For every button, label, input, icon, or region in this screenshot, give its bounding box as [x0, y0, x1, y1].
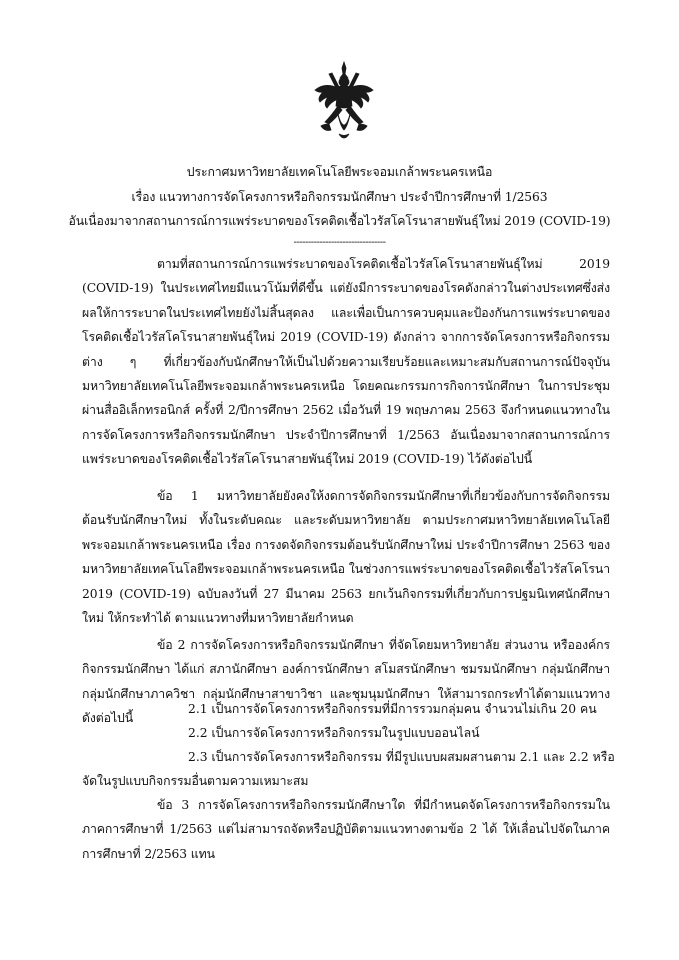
clause-2: ข้อ 2 การจัดโครงการหรือกิจกรรมนักศึกษา ที่จัดโดยมหาวิทยาลัย ส่วนงาน หรือองค์กรกิจกรรมนักศึกษา ได้แก่ สภานักศึกษา องค์การนักศึกษา สโมสรนักศึกษา ชมรมนักศึกษา กลุ่มนักศึกษากลุ่มนักศึกษาภาควิชา กลุ่มนักศึกษาสาขาวิชา และชุมนุมนักศึกษา ให้สามารถกระทำได้ตามแนวทางดังต่อไปนี้: [82, 638, 610, 726]
header-line-1: ประกาศมหาวิทยาลัยเทคโนโลยีพระจอมเกล้าพระนครเหนือ: [186, 165, 493, 179]
item-2-1: 2.1 เป็นการจัดโครงการหรือกิจกรรมที่มีการรวมกลุ่มคน จำนวนไม่เกิน 20 คน: [188, 702, 597, 716]
intro-paragraph: ตามที่สถานการณ์การแพร่ระบาดของโรคติดเชื้อไวรัสโคโรนาสายพันธุ์ใหม่ 2019 (COVID-19) ในประเทศไทยมีแนวโน้มที่ดีขึ้น แต่ยังมีการระบาดของโรคดังกล่าวในต่างประเทศซึ่งส่งผลให้การระบาดในประเทศไทยยังไม่สิ้นสุดลง และเพื่อเป็นการควบคุมและป้องกันการแพร่ระบาดของโรคติดเชื้อไวรัสโคโรนาสายพันธุ์ใหม่ 2019 (COVID-19) ดังกล่าว จากการจัดโครงการหรือกิจกรรมต่าง ๆ ที่เกี่ยวข้องกับนักศึกษาให้เป็นไปด้วยความเรียบร้อยและเหมาะสมกับสถานการณ์ปัจจุบัน มหาวิทยาลัยเทคโนโลยีพระจอมเกล้าพระนครเหนือ โดยคณะกรรมการกิจการนักศึกษา ในการประชุมผ่านสื่ออิเล็กทรอนิกส์ ครั้งที่ 2/ปีการศึกษา 2562 เมื่อวันที่ 19 พฤษภาคม 2563 จึงกำหนดแนวทางในการจัดโครงการหรือกิจกรรมนักศึกษา ประจำปีการศึกษาที่ 1/2563 อันเนื่องมาจากสถานการณ์การแพร่ระบาดของโรคติดเชื้อไวรัสโคโรนาสายพันธุ์ใหม่ 2019 (COVID-19) ไว้ดังต่อไปนี้: [82, 257, 610, 467]
item-2-3-continued: จัดในรูปแบบกิจกรรมอื่นตามความเหมาะสม: [82, 774, 309, 788]
separator: --------------------------------: [293, 237, 386, 248]
header-line-2: เรื่อง แนวทางการจัดโครงการหรือกิจกรรมนักศึกษา ประจำปีการศึกษาที่ 1/2563: [131, 190, 548, 204]
header-line-3: อันเนื่องมาจากสถานการณ์การแพร่ระบาดของโรคติดเชื้อไวรัสโคโรนาสายพันธุ์ใหม่ 2019 (COVID-19): [68, 214, 611, 228]
clause-1: ข้อ 1 มหาวิทยาลัยยังคงให้งดการจัดกิจกรรมนักศึกษาที่เกี่ยวข้องกับการจัดกิจกรรมต้อนรับนักศึกษาใหม่ ทั้งในระดับคณะ และระดับมหาวิทยาลัย ตามประกาศมหาวิทยาลัยเทคโนโลยีพระจอมเกล้าพระนครเหนือ เรื่อง การงดจัดกิจกรรมต้อนรับนักศึกษาใหม่ ประจำปีการศึกษา 2563 ของมหาวิทยาลัยเทคโนโลยีพระจอมเกล้าพระนครเหนือ ในช่วงการแพร่ระบาดของโรคติดเชื้อไวรัสโคโรนา 2019 (COVID-19) ฉบับลงวันที่ 27 มีนาคม 2563 ยกเว้นกิจกรรมที่เกี่ยวกับการปฐมนิเทศนักศึกษาใหม่ ให้กระทำได้ ตามแนวทางที่มหาวิทยาลัยกำหนด: [82, 489, 610, 626]
garuda-emblem-icon: [311, 60, 377, 142]
item-2-2: 2.2 เป็นการจัดโครงการหรือกิจกรรมในรูปแบบออนไลน์: [188, 726, 480, 740]
clause-3: ข้อ 3 การจัดโครงการหรือกิจกรรมนักศึกษาใด ที่มีกำหนดจัดโครงการหรือกิจกรรมในภาคการศึกษาที่ 1/2563 แต่ไม่สามารถจัดหรือปฏิบัติตามแนวทางตามข้อ 2 ได้ ให้เลื่อนไปจัดในภาคการศึกษาที่ 2/2563 แทน: [82, 798, 610, 861]
item-2-3: 2.3 เป็นการจัดโครงการหรือกิจกรรม ที่มีรูปแบบผสมผสานตาม 2.1 และ 2.2 หรือ: [188, 750, 615, 764]
